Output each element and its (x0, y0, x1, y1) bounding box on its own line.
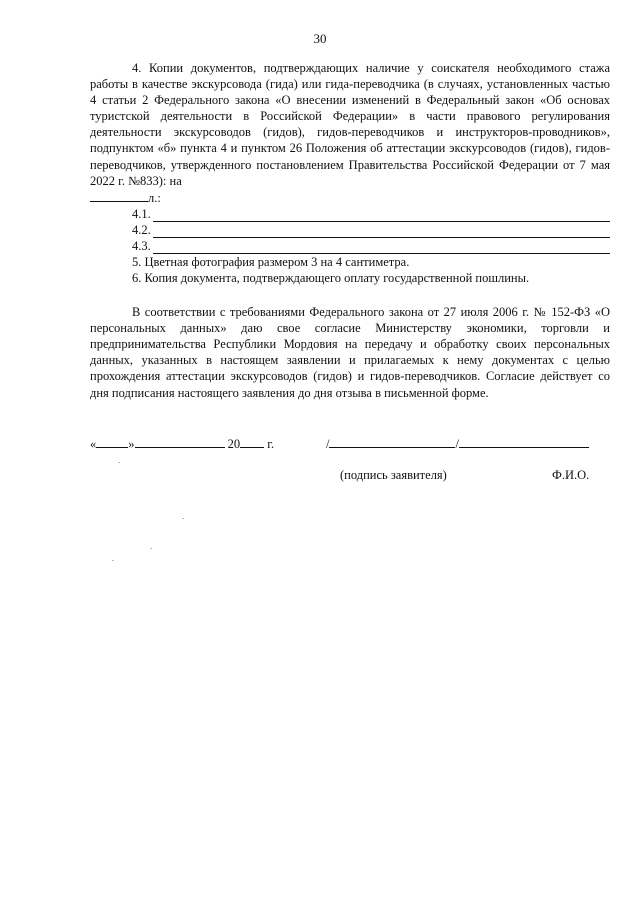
item-4-text: 4. Копии документов, подтверждающих наличие у соискателя необходимого стажа работы в качестве экскурсовода (гида) или гида-переводчика (в случаях, установленных частью 4 статьи 2 Федерального закона «О внесении изменений в Федеральный закон «Об основах туристской деятельности в Российской Федерации» в части правового регулирования деятельности экскурсоводов (гидов), гидов-переводчиков и инструкторов-проводников», подпунктом «б» пункта 4 и пунктом 26 Положения об аттестации экскурсоводов (гидов), гидов-переводчиков, утвержденного постановлением Правительства Российской Федерации от 7 мая 2022 г. №833): на (90, 61, 610, 188)
sheets-count-blank[interactable] (90, 189, 148, 202)
scan-speck (182, 518, 184, 519)
item-5: 5. Цветная фотография размером 3 на 4 сантиметра. (132, 254, 410, 269)
doc-row-4-2 (90, 222, 610, 238)
doc-row-number: 4.1. (132, 206, 151, 221)
day-blank[interactable] (96, 436, 128, 448)
doc-row-4-1 (90, 206, 610, 222)
year-blank[interactable] (240, 436, 264, 448)
signature-blank[interactable] (329, 436, 455, 448)
consent-paragraph: В соответствии с требованиями Федерального закона от 27 июля 2006 г. № 152-ФЗ «О персональных данных» даю свое согласие Министерству экономики, торговли и предпринимательства Республики Мордовия на передачу и обработку своих персональных данных, указанных в настоящем заявлении и прилагаемых к нему документах с целью прохождения аттестации экскурсоводов (гидов) и гидов-переводчиков. Согласие действует со дня подписания настоящего заявления до дня отзыва в письменной форме. (90, 305, 610, 400)
signature-row (90, 436, 610, 452)
doc-row-number: 4.2. (132, 222, 151, 237)
signature-caption: (подпись заявителя) (340, 468, 447, 482)
date-field (90, 436, 274, 452)
doc-row-blank[interactable] (153, 225, 610, 238)
scan-speck (112, 560, 114, 561)
item-4-paragraph (90, 60, 610, 206)
month-blank[interactable] (135, 436, 225, 448)
doc-row-number: 4.3. (132, 238, 151, 253)
open-quote: « (90, 437, 97, 451)
slash-separator-2: / (455, 437, 459, 451)
year-suffix: г. (267, 437, 275, 451)
doc-row-blank[interactable] (153, 209, 610, 222)
name-caption: Ф.И.О. (552, 468, 590, 482)
page-number: 30 (313, 31, 327, 46)
scan-speck (118, 462, 120, 463)
slash-separator: / (326, 437, 330, 451)
signature-field (326, 436, 589, 452)
document-body (90, 60, 610, 401)
close-quote: » (128, 437, 135, 451)
doc-row-4-3 (90, 238, 610, 254)
scan-speck (150, 548, 152, 549)
name-blank[interactable] (459, 436, 589, 448)
year-prefix: 20 (227, 437, 241, 451)
item-6: 6. Копия документа, подтверждающего оплату государственной пошлины. (132, 270, 530, 285)
doc-row-blank[interactable] (153, 241, 610, 254)
sheets-suffix: л.: (148, 190, 161, 205)
